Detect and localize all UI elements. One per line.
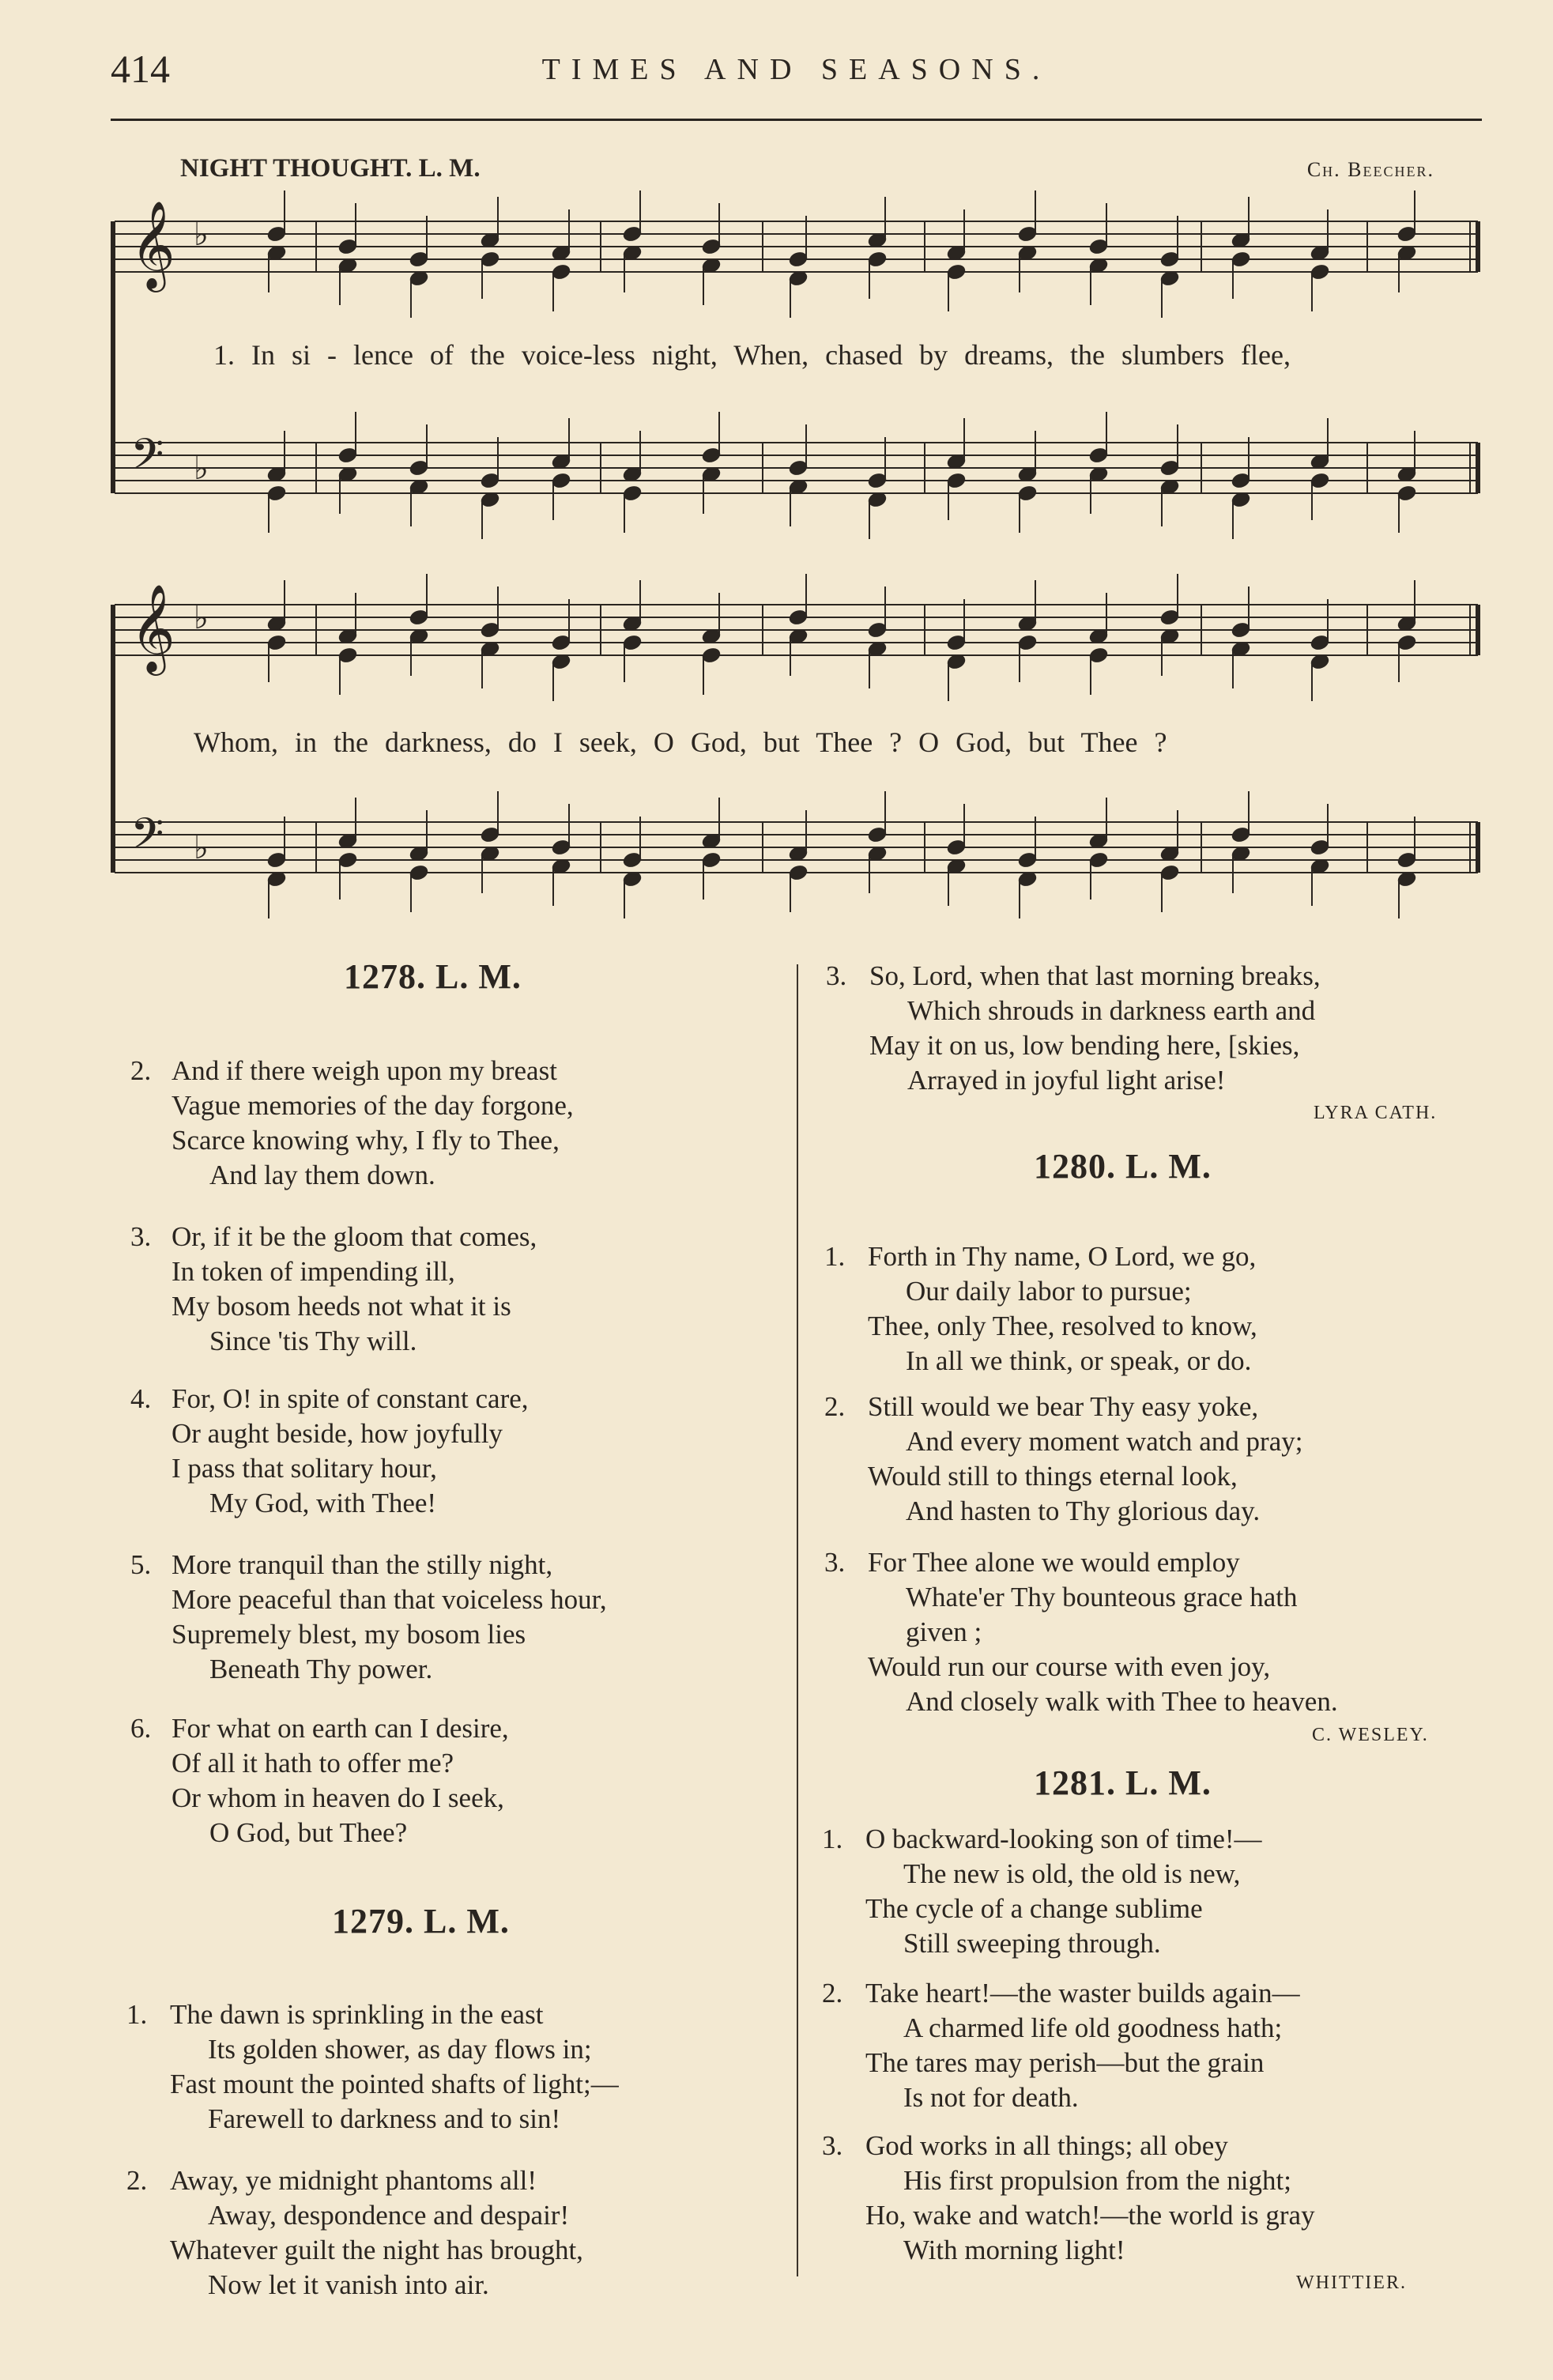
stanza-number: 3. <box>824 1547 846 1578</box>
stanza-line: Now let it vanish into air. <box>208 2269 489 2300</box>
stanza-line: Whatever guilt the night has brought, <box>170 2235 583 2265</box>
stanza-line: And if there weigh upon my breast <box>172 1055 557 1086</box>
stanza-line: His first propulsion from the night; <box>903 2165 1291 2196</box>
stanza-line: Supremely blest, my bosom lies <box>172 1619 526 1650</box>
stanza-line: Scarce knowing why, I fly to Thee, <box>172 1125 560 1156</box>
stanza-number: 3. <box>826 960 847 991</box>
stanza-line: Take heart!—the waster builds again— <box>865 1978 1300 2008</box>
treble-clef: 𝄞 <box>130 200 175 289</box>
music-score <box>0 0 1553 933</box>
stanza-line: And every moment watch and pray; <box>906 1426 1303 1457</box>
stanza-number: 1. <box>822 1824 843 1854</box>
stanza-line: Which shrouds in darkness earth and <box>907 995 1316 1026</box>
column-divider <box>797 964 798 2276</box>
hymn-1279-stanza-1 <box>126 1997 619 2137</box>
hymn-1278-stanza-3 <box>130 1220 537 1359</box>
stanza-line: The cycle of a change sublime <box>865 1893 1203 1924</box>
stanza-line: May it on us, low bending here, [skies, <box>869 1030 1300 1061</box>
stanza-line: Farewell to darkness and to sin! <box>208 2103 561 2134</box>
hymn-1281-stanza-2 <box>822 1976 1300 2115</box>
stanza-line: So, Lord, when that last morning breaks, <box>869 960 1321 991</box>
stanza-line: Vague memories of the day forgone, <box>172 1090 574 1121</box>
stanza-line: A charmed life old goodness hath; <box>903 2012 1283 2043</box>
tune-composer: Ch. Beecher. <box>1306 158 1434 181</box>
stanza-number: 4. <box>130 1383 152 1414</box>
bass-clef: 𝄢 <box>130 809 164 869</box>
stanza-line: And closely walk with Thee to heaven. <box>906 1686 1338 1717</box>
stanza-line: given ; <box>906 1616 982 1647</box>
stanza-line: Ho, wake and watch!—the world is gray <box>865 2200 1315 2231</box>
flat-sign: ♭ <box>194 451 209 487</box>
stanza-line: My God, with Thee! <box>209 1488 437 1518</box>
stanza-number: 6. <box>130 1713 152 1744</box>
tune-lyrics-line-1: 1. In si - lence of the voice-less night, When, chased by dreams, the slumbers flee, <box>213 339 1291 371</box>
stanza-line: And lay them down. <box>209 1160 435 1190</box>
treble-clef: 𝄞 <box>130 583 175 672</box>
stanza-line: In token of impending ill, <box>172 1256 455 1287</box>
stanza-line: Still sweeping through. <box>903 1928 1161 1959</box>
hymn-1280-attribution: C. WESLEY. <box>1312 1725 1429 1745</box>
stanza-line: Away, despondence and despair! <box>208 2200 570 2231</box>
stanza-number: 5. <box>130 1549 152 1580</box>
hymn-1278-stanza-5 <box>130 1548 607 1687</box>
stanza-line: The tares may perish—but the grain <box>865 2047 1265 2078</box>
stanza-number: 2. <box>130 1055 152 1086</box>
stanza-number: 1. <box>126 1999 148 2030</box>
hymn-1278-stanza-4 <box>130 1382 529 1521</box>
stanza-line: Since 'tis Thy will. <box>209 1326 417 1356</box>
stanza-line: With morning light! <box>903 2235 1125 2265</box>
hymn-1281-stanza-3 <box>822 2129 1315 2268</box>
stanza-line: O backward-looking son of time!— <box>865 1824 1262 1854</box>
stanza-line: O God, but Thee? <box>209 1817 408 1848</box>
stanza-number: 2. <box>126 2165 148 2196</box>
running-title: TIMES AND SEASONS. <box>541 53 1051 86</box>
stanza-line: The new is old, the old is new, <box>903 1858 1241 1889</box>
stanza-number: 3. <box>822 2130 843 2161</box>
stanza-line: For, O! in spite of constant care, <box>172 1383 529 1414</box>
hymn-1280-heading: 1280. L. M. <box>1034 1147 1212 1186</box>
stanza-line: Is not for death. <box>903 2082 1079 2113</box>
hymn-1281-attribution: WHITTIER. <box>1296 2273 1407 2293</box>
stanza-line: For Thee alone we would employ <box>868 1547 1240 1578</box>
hymn-1279-heading: 1279. L. M. <box>332 1902 510 1941</box>
stanza-line: Or, if it be the gloom that comes, <box>172 1221 537 1252</box>
stanza-line: More peaceful than that voiceless hour, <box>172 1584 607 1615</box>
stanza-line: More tranquil than the stilly night, <box>172 1549 553 1580</box>
stanza-line: In all we think, or speak, or do. <box>906 1345 1252 1376</box>
stanza-line: Beneath Thy power. <box>209 1654 433 1684</box>
hymn-1279-stanza-3 <box>826 959 1321 1098</box>
stanza-line: Thee, only Thee, resolved to know, <box>868 1311 1257 1341</box>
stanza-line: And hasten to Thy glorious day. <box>906 1496 1261 1526</box>
hymn-1280-stanza-2 <box>824 1390 1302 1529</box>
flat-sign: ♭ <box>194 217 209 253</box>
stanza-line: Its golden shower, as day flows in; <box>208 2034 592 2065</box>
tune-lyrics-line-2: Whom, in the darkness, do I seek, O God, but Thee ? O God, but Thee ? <box>194 726 1167 758</box>
stanza-line: Forth in Thy name, O Lord, we go, <box>868 1241 1257 1272</box>
stanza-line: God works in all things; all obey <box>865 2130 1228 2161</box>
stanza-number: 2. <box>824 1391 846 1422</box>
stanza-number: 3. <box>130 1221 152 1252</box>
hymn-1279-attribution: LYRA CATH. <box>1314 1103 1438 1123</box>
stanza-number: 1. <box>824 1241 846 1272</box>
hymn-1278-heading: 1278. L. M. <box>344 957 522 996</box>
bass-clef: 𝄢 <box>130 429 164 490</box>
flat-sign: ♭ <box>194 600 209 636</box>
stanza-line: Fast mount the pointed shafts of light;— <box>170 2069 619 2099</box>
stanza-line: Arrayed in joyful light arise! <box>907 1065 1226 1096</box>
stanza-number: 2. <box>822 1978 843 2008</box>
stanza-line: I pass that solitary hour, <box>172 1453 437 1484</box>
flat-sign: ♭ <box>194 830 209 866</box>
stanza-line: Whate'er Thy bounteous grace hath <box>906 1582 1298 1612</box>
stanza-line: Would still to things eternal look, <box>868 1461 1238 1492</box>
stanza-line: Our daily labor to pursue; <box>906 1276 1192 1307</box>
stanza-line: Away, ye midnight phantoms all! <box>170 2165 537 2196</box>
stanza-line: Or aught beside, how joyfully <box>172 1418 503 1449</box>
stanza-line: My bosom heeds not what it is <box>172 1291 511 1322</box>
hymn-1281-heading: 1281. L. M. <box>1034 1763 1212 1802</box>
stanza-line: The dawn is sprinkling in the east <box>170 1999 544 2030</box>
stanza-line: Would run our course with even joy, <box>868 1651 1271 1682</box>
hymn-1280-stanza-1 <box>824 1239 1257 1379</box>
stanza-line: Of all it hath to offer me? <box>172 1748 454 1778</box>
hymn-1278-stanza-2 <box>130 1054 574 1193</box>
hymn-1280-stanza-3 <box>824 1545 1338 1719</box>
tune-title: NIGHT THOUGHT. L. M. <box>180 154 481 183</box>
hymn-1281-stanza-1 <box>822 1822 1262 1961</box>
stanza-line: For what on earth can I desire, <box>172 1713 509 1744</box>
page-number: 414 <box>111 47 170 91</box>
hymn-1278-stanza-6 <box>130 1711 509 1850</box>
stanza-line: Still would we bear Thy easy yoke, <box>868 1391 1259 1422</box>
stanza-line: Or whom in heaven do I seek, <box>172 1782 504 1813</box>
hymn-1279-stanza-2 <box>126 2163 583 2303</box>
